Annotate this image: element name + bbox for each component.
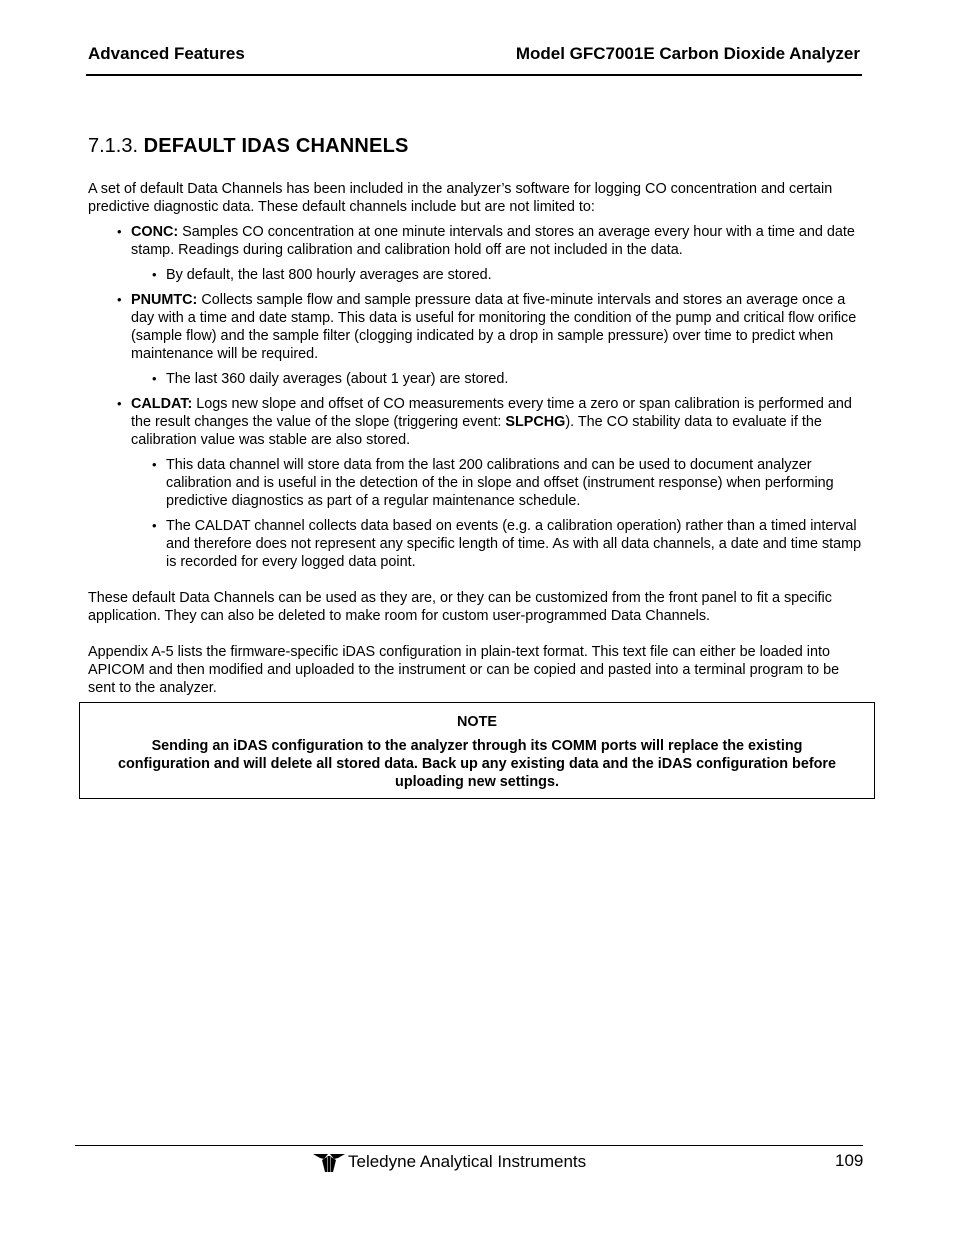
footer-company-name: Teledyne Analytical Instruments (348, 1152, 587, 1171)
sub-bullet-pnumtc-1 (88, 370, 868, 388)
page-number: 109 (835, 1151, 864, 1170)
bullet-pnumtc-label: PNUMTC: (131, 292, 198, 308)
sub-bullet-text: By default, the last 800 hourly averages are stored. (166, 267, 492, 283)
header-chapter-title: Advanced Features (88, 44, 245, 63)
footer-brand (312, 1151, 586, 1173)
bullet-dot-icon: • (152, 267, 157, 282)
bullet-dot-icon: • (152, 371, 157, 386)
bullet-pnumtc (88, 291, 868, 363)
header-rule (86, 74, 862, 76)
triggering-event-code: SLPCHG (505, 414, 566, 430)
note-body: Sending an iDAS configuration to the analyzer through its COMM ports will replace the existing configuration and will delete all stored data. Back up any existing data and the iDAS configuration before uploading new settings. (117, 738, 837, 790)
bullet-conc-label: CONC: (131, 224, 179, 240)
section-heading (88, 132, 868, 160)
bullet-caldat (88, 395, 868, 449)
sub-bullet-text: The CALDAT channel collects data based on events (e.g. a calibration operation) rather than a timed interval and therefore does not represent any specific length of time. As with all data channels, a date and time stamp is recorded for every logged data point. (166, 518, 862, 570)
bullet-dot-icon: • (117, 224, 122, 239)
bullet-dot-icon: • (152, 518, 157, 533)
teledyne-logo-icon (312, 1151, 346, 1173)
bullet-caldat-label: CALDAT: (131, 396, 193, 412)
footer-rule (75, 1145, 863, 1146)
bullet-conc (88, 223, 868, 259)
bullet-conc-text: Samples CO concentration at one minute intervals and stores an average every hour with a time and date stamp. Readings during calibration and calibration hold off are not included in the data. (131, 224, 855, 258)
section-number: 7.1.3. (88, 135, 144, 157)
bullet-dot-icon: • (117, 396, 122, 411)
sub-bullet-caldat-2 (88, 517, 868, 571)
appendix-paragraph: Appendix A-5 lists the firmware-specific iDAS configuration in plain-text format. This text file can either be loaded into APICOM and then modified and uploaded to the instrument or can be copied and pasted into a terminal program to be sent to the analyzer. (88, 644, 840, 696)
note-box (79, 702, 875, 799)
bullet-dot-icon: • (152, 457, 157, 472)
note-title: NOTE (457, 714, 497, 730)
bullet-caldat-text-a: Logs new slope and offset of CO measurements every time a zero or span calibration is performed and the result changes the value of the slope (triggering event: (131, 396, 852, 430)
bullet-pnumtc-text: Collects sample flow and sample pressure data at five-minute intervals and stores an average once a day with a time and date stamp. This data is useful for monitoring the condition of the pump and critical flow orifice (sample flow) and the sample filter (clogging indicated by a drop in sample pressure) over time to predict when maintenance will be required. (131, 292, 857, 362)
sub-bullet-conc-1 (88, 266, 868, 284)
section-title: DEFAULT IDAS CHANNELS (143, 135, 409, 157)
custom-channels-paragraph: These default Data Channels can be used as they are, or they can be customized from the front panel to fit a specific application. They can also be deleted to make room for custom user-programmed Data Channels. (88, 590, 832, 624)
sub-bullet-text: This data channel will store data from the last 200 calibrations and can be used to document analyzer calibration and is useful in the detection of the in slope and offset (instrument response) when performing predictive diagnostics as part of a regular maintenance schedule. (166, 457, 834, 509)
bullet-caldat-text-b: ). The CO stability data to evaluate if the calibration value was stable are also stored. (131, 414, 822, 448)
sub-bullet-text: The last 360 daily averages (about 1 year) are stored. (166, 371, 509, 387)
intro-paragraph: A set of default Data Channels has been included in the analyzer’s software for logging CO concentration and certain predictive diagnostic data. These default channels include but are not limited to: (88, 181, 833, 215)
header-document-title: Model GFC7001E Carbon Dioxide Analyzer (515, 44, 860, 63)
main-content (88, 132, 868, 697)
page-header (88, 44, 860, 66)
sub-bullet-caldat-1 (88, 456, 868, 510)
bullet-dot-icon: • (117, 292, 122, 307)
